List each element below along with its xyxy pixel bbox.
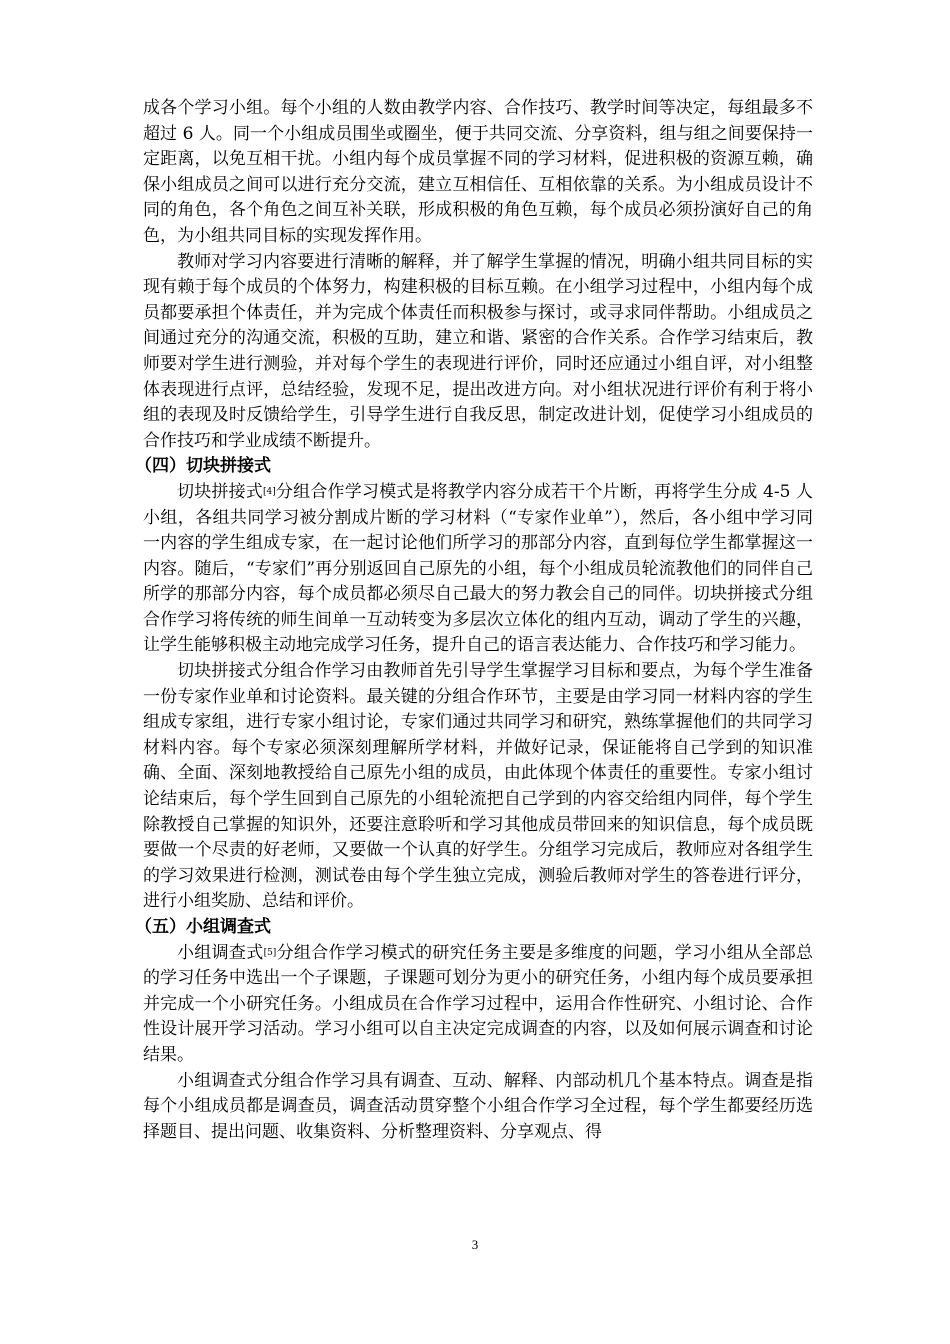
paragraph-2: 教师对学习内容要进行清晰的解释，并了解学生掌握的情况，明确小组共同目标的实现有赖于每个成员的个体努力，构建积极的目标互赖。在小组学习过程中，小组内每个成员都要承担个体责任，并为完成个体责任而积极参与探讨，或寻求同伴帮助。小组成员之间通过充分的沟通交流，积极的互助，建立和谐、紧密的合作关系。合作学习结束后，教师要对学生进行测验，并对每个学生的表现进行评价，同时还应通过小组自评，对小组整体表现进行点评，总结经验，发现不足，提出改进方向。对小组状况进行评价有利于将小组的表现及时反馈给学生，引导学生进行自我反思，制定改进计划，促使学习小组成员的合作技巧和学业成绩不断提升。 — [143, 251, 813, 451]
citation-ref-5: [5] — [263, 947, 277, 958]
paragraph-5-body: 分组合作学习模式的研究任务主要是多维度的问题，学习小组从全部总的学习任务中选出一个子课题，子课题可划分为更小的研究任务，小组内每个成员要承担并完成一个小研究任务。小组成员在合作学习过程中，运用合作性研究、小组讨论、合作性设计展开学习活动。学习小组可以自主决定完成调查的内容，以及如何展示调查和讨论结果。 — [143, 942, 813, 1065]
page-number: 3 — [471, 1237, 479, 1252]
paragraph-5-lead: 小组调查式 — [177, 942, 264, 963]
paragraph-3 — [143, 480, 813, 659]
paragraph-3-body: 分组合作学习模式是将教学内容分成若干个片断，再将学生分成 4-5 人小组，各组共同学习被分割成片断的学习材料（“专家作业单”），然后，各小组中学习同一内容的学生组成专家，在一起讨论他们所学习的那部分内容，直到每位学生都掌握这一内容。随后，“专家们”再分别返回自己原先的小组，每个小组成员轮流教他们的同伴自己所学的那部分内容，每个成员都必须尽自己最大的努力教会自己的同伴。切块拼接式分组合作学习将传统的师生间单一互动转变为多层次立体化的组内互动，调动了学生的兴趣，让学生能够积极主动地完成学习任务，提升自己的语言表达能力、合作技巧和学习能力。 — [143, 481, 813, 656]
paragraph-4: 切块拼接式分组合作学习由教师首先引导学生掌握学习目标和要点，为每个学生准备一份专家作业单和讨论资料。最关键的分组合作环节，主要是由学习同一材料内容的学生组成专家组，进行专家小组讨论，专家们通过共同学习和研究，熟练掌握他们的共同学习材料内容。每个专家必须深刻理解所学材料，并做好记录，保证能将自己学到的知识准确、全面、深刻地教授给自己原先小组的成员，由此体现个体责任的重要性。专家小组讨论结束后，每个学生回到自己原先的小组轮流把自己学到的内容交给组内同伴，每个学生除教授自己掌握的知识外，还要注意聆听和学习其他成员带回来的知识信息，每个成员既要做一个尽责的好老师，又要做一个认真的好学生。分组学习完成后，教师应对各组学生的学习效果进行检测，测试卷由每个学生独立完成，测验后教师对学生的答卷进行评分，进行小组奖励、总结和评价。 — [143, 661, 813, 912]
section-heading-4: （四）切块拼接式 — [135, 456, 271, 477]
paragraph-3-lead: 切块拼接式 — [177, 481, 263, 502]
section-heading-5: （五）小组调查式 — [135, 917, 271, 937]
document-body — [135, 96, 813, 1145]
paragraph-1: 成各个学习小组。每个小组的人数由教学内容、合作技巧、教学时间等决定，每组最多不超过 6 人。同一个小组成员围坐或圈坐，便于共同交流、分享资料，组与组之间要保持一定距离，以免互相干扰。小组内每个成员掌握不同的学习材料，促进积极的资源互赖，确保小组成员之间可以进行充分交流，建立互相信任、互相依靠的关系。为小组成员设计不同的角色，各个角色之间互补关联，形成积极的角色互赖，每个成员必须扮演好自己的角色，为小组共同目标的实现发挥作用。 — [143, 98, 813, 246]
paragraph-5 — [143, 941, 813, 1069]
paragraph-6: 小组调查式分组合作学习具有调查、互动、解释、内部动机几个基本特点。调查是指每个小组成员都是调查员，调查活动贯穿整个小组合作学习全过程，每个学生都要经历选择题目、提出问题、收集资料、分析整理资料、分享观点、得 — [143, 1070, 813, 1142]
citation-ref-4: [4] — [262, 486, 276, 497]
